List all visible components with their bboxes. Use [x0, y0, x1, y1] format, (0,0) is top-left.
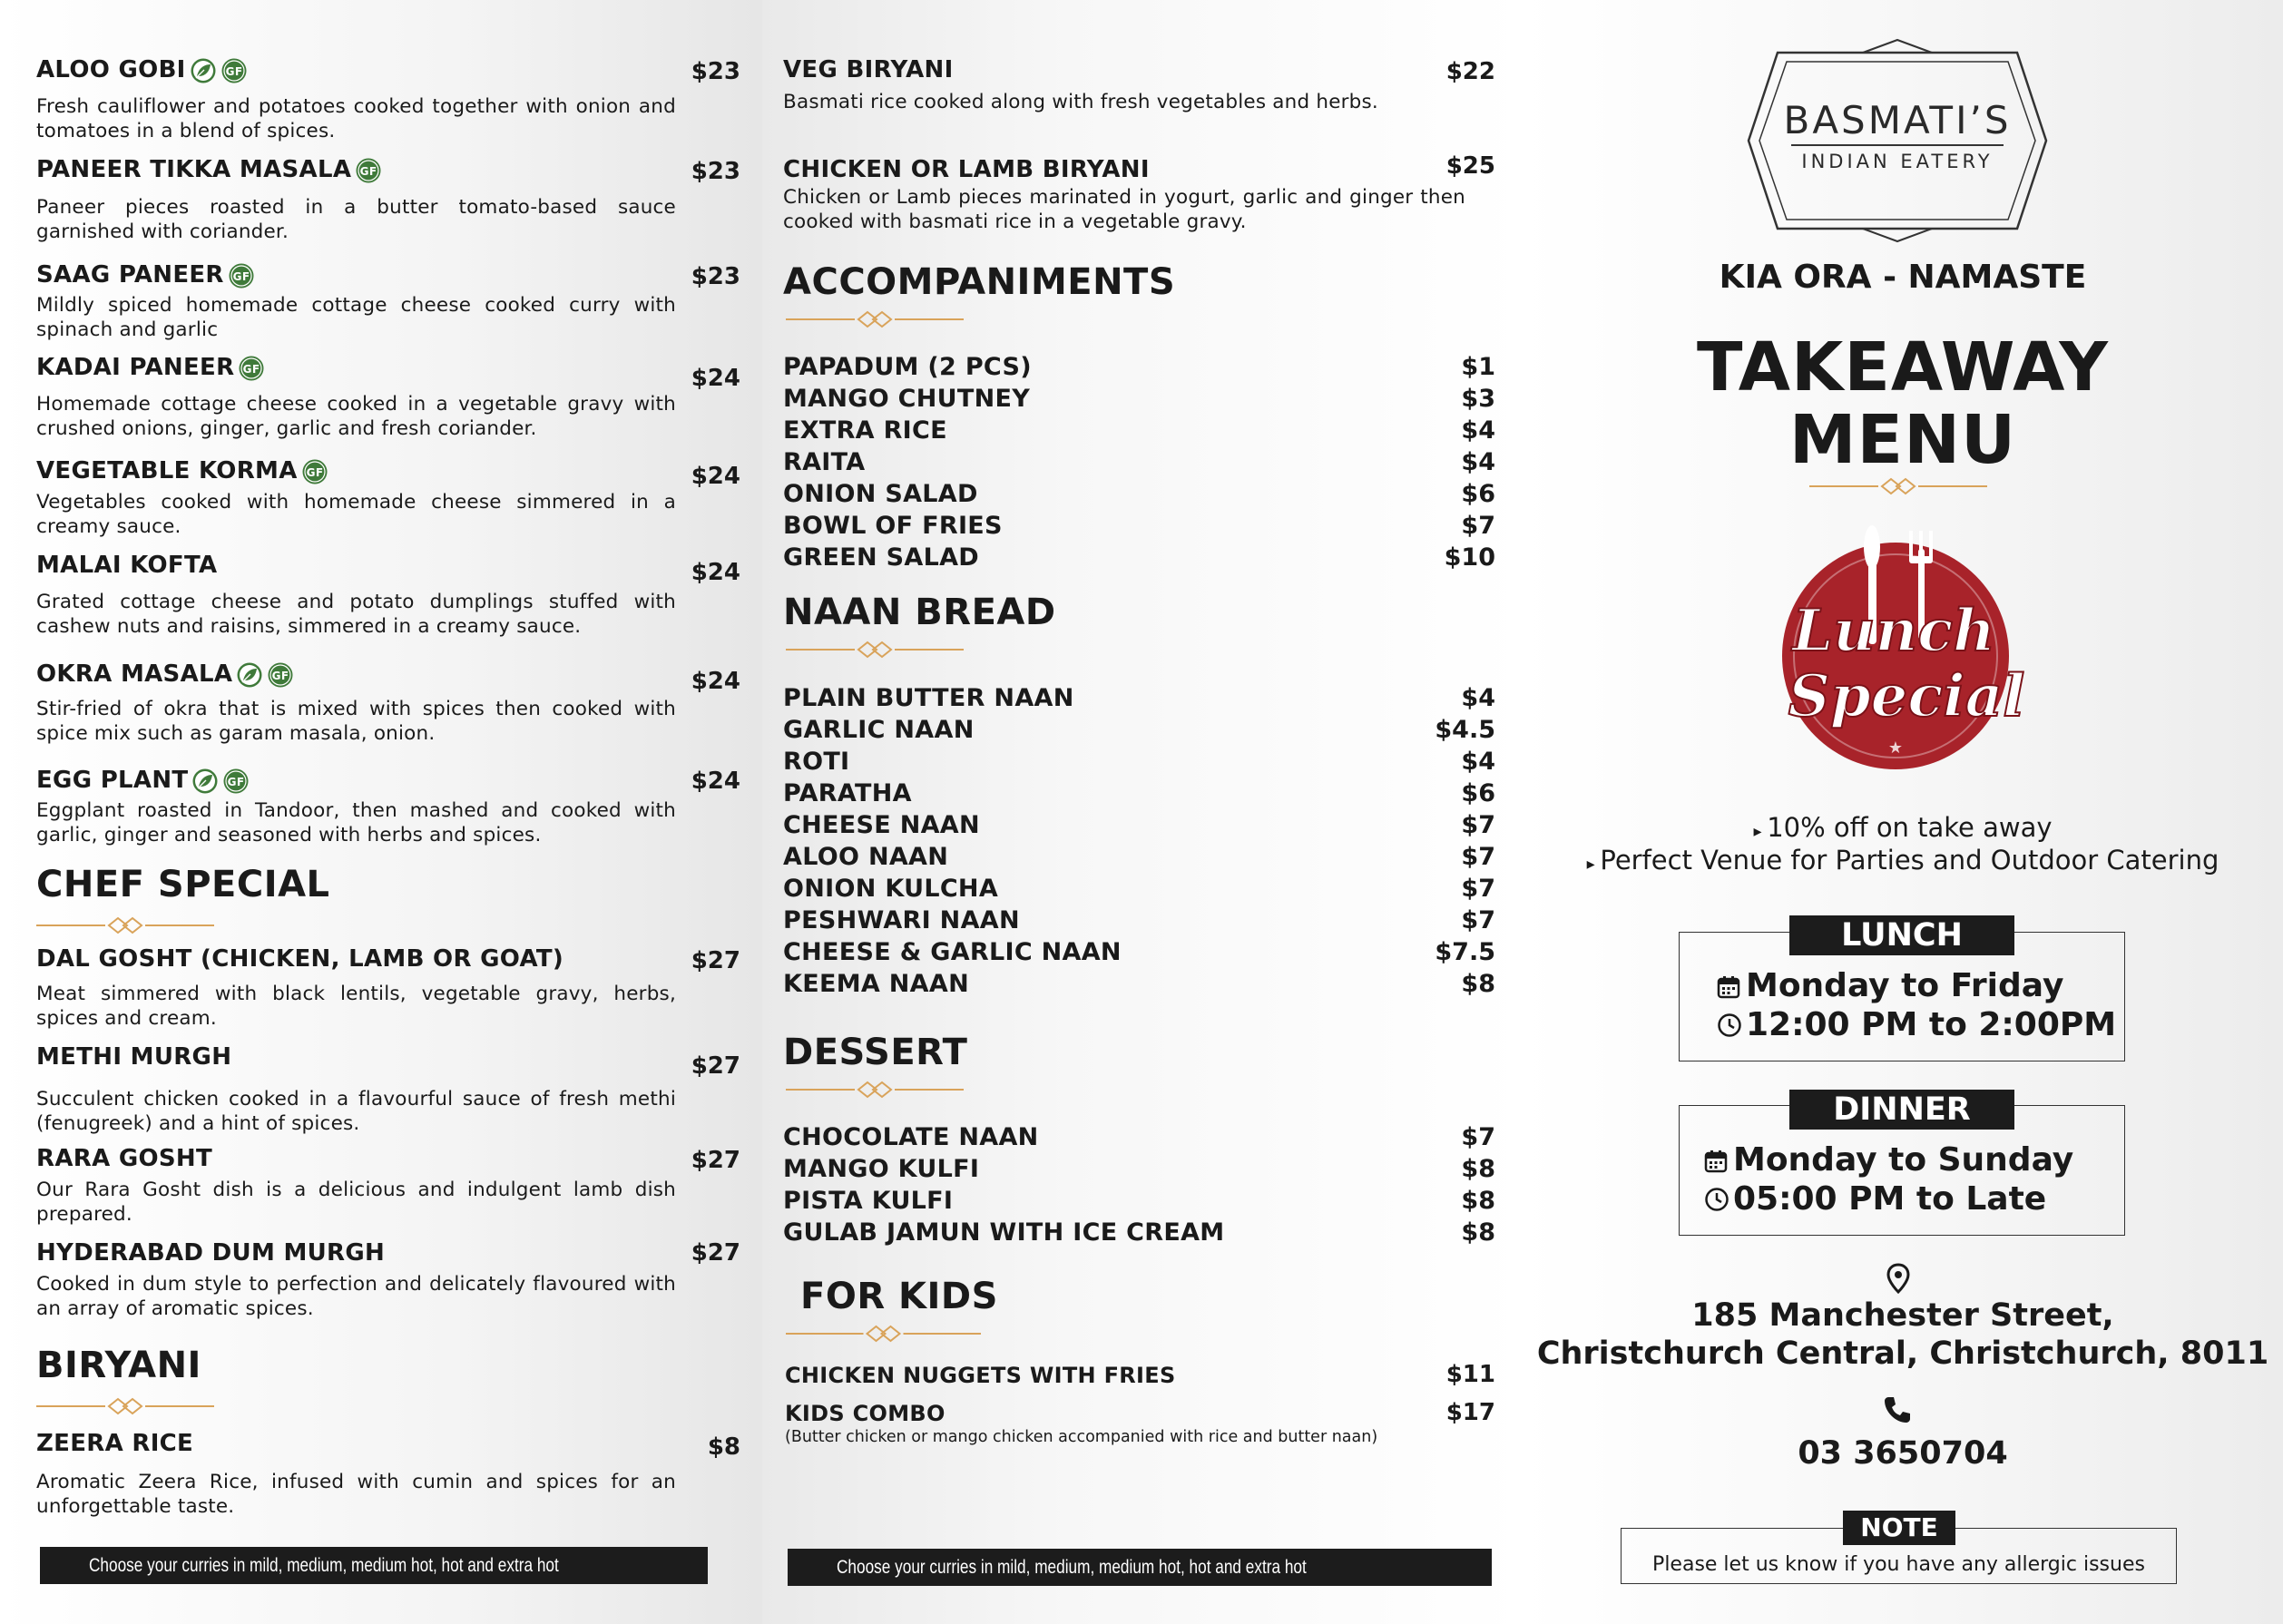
menu-item-price: $10	[1444, 543, 1495, 572]
item-name-text: EGG PLANT	[36, 767, 189, 794]
item-name-text: PANEER TIKKA MASALA	[36, 156, 352, 183]
clock-icon	[1717, 1013, 1742, 1038]
dinner-days: Monday to Sunday	[1733, 1141, 2074, 1179]
section-title-for-kids: FOR KIDS	[800, 1276, 998, 1317]
menu-item-description: Chicken or Lamb pieces marinated in yogurt, garlic and ginger then cooked with basmati rice in a vegetable gravy.	[783, 186, 1465, 233]
menu-panel-right	[1523, 0, 2283, 1624]
item-name-text: DAL GOSHT (CHICKEN, LAMB OR GOAT)	[36, 945, 564, 973]
menu-item-description: Meat simmered with black lentils, vegetable gravy, herbs, spices and cream.	[36, 983, 676, 1030]
badge-word-lunch: Lunch	[1792, 597, 1995, 665]
menu-item-name	[36, 1145, 212, 1172]
address-line-1: 185 Manchester Street,	[1691, 1297, 2114, 1334]
menu-item-name: MANGO CHUTNEY	[783, 385, 1031, 413]
menu-item-price: $27	[691, 947, 740, 974]
menu-item-price: $7	[1461, 811, 1495, 839]
menu-panel-left	[0, 0, 762, 1624]
phone-number: 03 3650704	[1798, 1435, 2008, 1472]
menu-item-name	[36, 354, 265, 382]
menu-item-name: PISTA KULFI	[783, 1187, 954, 1215]
menu-item-name: CHEESE & GARLIC NAAN	[783, 938, 1122, 966]
menu-item-description: Homemade cottage cheese cooked in a vegetable gravy with crushed onions, ginger, garlic and fresh coriander.	[36, 393, 676, 440]
allergy-note-text: Please let us know if you have any allergic issues	[1652, 1553, 2145, 1576]
item-name-text: OKRA MASALA	[36, 660, 233, 688]
menu-item-name	[36, 56, 248, 84]
menu-item-price: $6	[1461, 480, 1495, 508]
section-title-dessert: DESSERT	[783, 1032, 968, 1073]
menu-item-description: Basmati rice cooked along with fresh vegetables and herbs.	[783, 91, 1378, 113]
lunch-label: LUNCH	[1789, 915, 2014, 955]
item-name-text: VEGETABLE KORMA	[36, 457, 298, 484]
vegan-icon	[236, 661, 263, 689]
menu-item-description: Grated cottage cheese and potato dumplings stuffed with cashew nuts and raisins, simmered in a creamy sauce.	[36, 591, 676, 638]
svg-text:GF: GF	[232, 269, 250, 283]
menu-item-price: $23	[691, 58, 740, 85]
menu-item-price: $7.5	[1435, 938, 1495, 966]
menu-item-name: PLAIN BUTTER NAAN	[783, 684, 1074, 712]
svg-text:★: ★	[1887, 739, 1904, 758]
menu-item-name: CHICKEN NUGGETS WITH FRIES	[785, 1363, 1176, 1388]
greeting: KIA ORA - NAMASTE	[1719, 259, 2087, 296]
menu-item-name	[36, 1043, 231, 1071]
note-label: NOTE	[1843, 1511, 1955, 1545]
menu-item-name: BOWL OF FRIES	[783, 512, 1003, 540]
menu-item-name: ONION KULCHA	[783, 875, 999, 903]
lunch-days: Monday to Friday	[1746, 967, 2064, 1004]
menu-item-name: MANGO KULFI	[783, 1155, 980, 1183]
vegan-icon	[191, 768, 219, 795]
menu-item-name	[36, 156, 382, 184]
svg-text:GF: GF	[243, 362, 260, 376]
section-title-chef-special: CHEF SPECIAL	[36, 864, 330, 905]
menu-item-description: Paneer pieces roasted in a butter tomato-based sauce garnished with coriander.	[36, 196, 676, 243]
logo-subtitle: INDIAN EATERY	[1801, 151, 1994, 172]
menu-item-description: Eggplant roasted in Tandoor, then mashed and cooked with garlic, ginger and seasoned with herbs and spices.	[36, 799, 676, 846]
menu-item-name: CHICKEN OR LAMB BIRYANI	[783, 156, 1150, 183]
item-name-text: KADAI PANEER	[36, 354, 235, 381]
menu-item-price: $24	[691, 668, 740, 695]
address-line-2: Christchurch Central, Christchurch, 8011	[1536, 1335, 2269, 1372]
lunch-days-row	[1717, 967, 2063, 1004]
menu-item-price: $7	[1461, 512, 1495, 540]
menu-item-name: ONION SALAD	[783, 480, 978, 508]
menu-item-name	[36, 552, 217, 579]
menu-item-description: Succulent chicken cooked in a flavourful sauce of fresh methi (fenugreek) and a hint of spices.	[36, 1088, 676, 1135]
item-name-text: ALOO GOBI	[36, 56, 186, 83]
spice-level-text: Choose your curries in mild, medium, medium hot, hot and extra hot	[837, 1557, 1307, 1578]
menu-item-name	[36, 457, 328, 485]
ornament-svg	[786, 639, 964, 660]
menu-item-name: CHEESE NAAN	[783, 811, 980, 839]
menu-item-description: Aromatic Zeera Rice, infused with cumin and spices for an unforgettable taste.	[36, 1471, 676, 1518]
menu-item-price: $8	[1461, 1187, 1495, 1215]
menu-item-price: $24	[691, 768, 740, 795]
logo-name: BASMATI’S	[1783, 98, 2012, 142]
gluten-free-icon	[355, 157, 382, 184]
divider-ornament	[786, 308, 964, 334]
bullet-icon: ▸	[1753, 822, 1768, 841]
lunch-time-row	[1717, 1006, 2116, 1043]
menu-item-name: KIDS COMBO	[785, 1401, 946, 1426]
divider-ornament	[1809, 475, 1987, 501]
menu-item-price: $4.5	[1435, 716, 1495, 744]
item-name-text: RARA GOSHT	[36, 1145, 213, 1172]
menu-item-price: $1	[1461, 353, 1495, 381]
spice-level-text: Choose your curries in mild, medium, medium hot, hot and extra hot	[89, 1555, 559, 1576]
menu-item-name	[36, 767, 250, 795]
item-name-text: HYDERABAD DUM MURGH	[36, 1239, 386, 1267]
section-title-biryani: BIRYANI	[36, 1345, 201, 1386]
badge-word-special: Special	[1788, 662, 2024, 730]
divider-ornament	[36, 915, 214, 940]
ornament-svg	[36, 915, 214, 936]
bullet-icon: ▸	[1586, 855, 1601, 874]
menu-item-description: Stir-fried of okra that is mixed with spices then cooked with spice mix such as garam masala, onion.	[36, 698, 676, 745]
menu-item-description: (Butter chicken or mango chicken accompanied with rice and butter naan)	[785, 1428, 1378, 1446]
menu-item-price: $7	[1461, 906, 1495, 934]
gluten-free-icon	[238, 355, 265, 382]
menu-item-price: $17	[1445, 1399, 1495, 1426]
menu-item-price: $7	[1461, 843, 1495, 871]
menu-item-name: EXTRA RICE	[783, 416, 947, 445]
ornament-svg	[786, 308, 964, 330]
menu-item-description: Mildly spiced homemade cottage cheese cooked curry with spinach and garlic	[36, 294, 676, 341]
menu-item-name	[36, 1239, 385, 1267]
dinner-label: DINNER	[1789, 1090, 2014, 1130]
item-name-text: SAAG PANEER	[36, 261, 224, 289]
section-title-naan-bread: NAAN BREAD	[783, 592, 1056, 633]
vegan-icon	[190, 57, 217, 84]
location-pin-icon	[1886, 1263, 1910, 1294]
menu-item-price: $8	[1461, 970, 1495, 998]
menu-item-name: GULAB JAMUN WITH ICE CREAM	[783, 1218, 1225, 1247]
phone-icon	[1883, 1395, 1912, 1424]
svg-text:GF: GF	[271, 669, 289, 682]
ornament-svg	[786, 1323, 981, 1345]
menu-item-price: $8	[707, 1433, 740, 1461]
menu-item-name: ROTI	[783, 748, 850, 776]
menu-item-name	[36, 660, 294, 689]
svg-text:GF: GF	[306, 465, 323, 479]
menu-item-description: Cooked in dum style to perfection and delicately flavoured with an array of aromatic spices.	[36, 1273, 676, 1320]
ornament-svg	[786, 1079, 964, 1101]
divider-ornament	[786, 1323, 981, 1348]
menu-item-name: RAITA	[783, 448, 866, 476]
lunch-special-badge	[1779, 522, 2024, 771]
menu-item-description: Vegetables cooked with homemade cheese simmered in a creamy sauce.	[36, 491, 676, 538]
menu-item-price: $24	[691, 559, 740, 586]
menu-item-name: VEG BIRYANI	[783, 56, 954, 83]
menu-item-name	[36, 1430, 193, 1457]
menu-item-price: $7	[1461, 875, 1495, 903]
menu-item-price: $24	[691, 463, 740, 490]
page-title: TAKEAWAY	[1697, 328, 2109, 406]
ornament-svg	[36, 1395, 214, 1417]
menu-item-price: $7	[1461, 1123, 1495, 1151]
menu-item-name	[36, 945, 563, 973]
menu-item-name	[36, 261, 255, 289]
menu-item-price: $25	[1445, 152, 1495, 180]
menu-item-price: $24	[691, 365, 740, 392]
menu-item-price: $4	[1461, 748, 1495, 776]
item-name-text: ZEERA RICE	[36, 1430, 194, 1457]
calendar-icon	[1717, 975, 1740, 999]
offer-bullet	[1523, 812, 2283, 843]
section-title-accompaniments: ACCOMPANIMENTS	[783, 261, 1176, 303]
divider-ornament	[786, 639, 964, 664]
menu-item-name: KEEMA NAAN	[783, 970, 969, 998]
menu-item-price: $27	[691, 1239, 740, 1267]
menu-item-price: $4	[1461, 416, 1495, 445]
gluten-free-icon	[267, 661, 294, 689]
menu-item-name: PARATHA	[783, 779, 912, 807]
menu-item-price: $27	[691, 1147, 740, 1174]
menu-item-price: $23	[691, 263, 740, 290]
menu-item-price: $4	[1461, 684, 1495, 712]
menu-item-price: $6	[1461, 779, 1495, 807]
gluten-free-icon	[220, 57, 248, 84]
item-name-text: MALAI KOFTA	[36, 552, 218, 579]
clock-icon	[1704, 1187, 1729, 1212]
lunch-time: 12:00 PM to 2:00PM	[1746, 1006, 2117, 1043]
divider-ornament	[36, 1395, 214, 1421]
spice-level-bar	[40, 1547, 708, 1584]
menu-item-name: CHOCOLATE NAAN	[783, 1123, 1039, 1151]
divider-ornament	[786, 1079, 964, 1104]
menu-item-price: $8	[1461, 1218, 1495, 1247]
menu-item-price: $8	[1461, 1155, 1495, 1183]
menu-item-description: Fresh cauliflower and potatoes cooked together with onion and tomatoes in a blend of spices.	[36, 95, 676, 142]
menu-item-name: PESHWARI NAAN	[783, 906, 1020, 934]
ornament-svg	[1809, 475, 1987, 497]
svg-text:GF: GF	[359, 164, 377, 178]
gluten-free-icon	[301, 458, 328, 485]
dinner-time: 05:00 PM to Late	[1733, 1180, 2047, 1218]
dinner-days-row	[1704, 1141, 2073, 1179]
gluten-free-icon	[228, 262, 255, 289]
menu-item-name: GREEN SALAD	[783, 543, 979, 572]
menu-item-name: PAPADUM (2 PCS)	[783, 353, 1032, 381]
venue-bullet	[1523, 845, 2283, 876]
page-title-line2: MENU	[1788, 401, 2017, 479]
menu-item-price: $23	[691, 158, 740, 185]
menu-item-price: $22	[1445, 58, 1495, 85]
venue-text: Perfect Venue for Parties and Outdoor Catering	[1600, 845, 2219, 876]
calendar-icon	[1704, 1150, 1728, 1173]
gluten-free-icon	[222, 768, 250, 795]
spice-level-bar	[788, 1549, 1492, 1586]
menu-item-name: ALOO NAAN	[783, 843, 949, 871]
menu-item-price: $27	[691, 1052, 740, 1080]
menu-item-name: GARLIC NAAN	[783, 716, 975, 744]
menu-item-price: $3	[1461, 385, 1495, 413]
offer-text: 10% off on take away	[1767, 812, 2053, 843]
menu-panel-middle	[762, 0, 1523, 1624]
menu-item-price: $4	[1461, 448, 1495, 476]
svg-text:GF: GF	[225, 64, 242, 78]
menu-item-price: $11	[1445, 1361, 1495, 1388]
dinner-time-row	[1704, 1180, 2046, 1218]
svg-text:GF: GF	[228, 775, 245, 788]
menu-item-description: Our Rara Gosht dish is a delicious and indulgent lamb dish prepared.	[36, 1179, 676, 1226]
item-name-text: METHI MURGH	[36, 1043, 232, 1071]
